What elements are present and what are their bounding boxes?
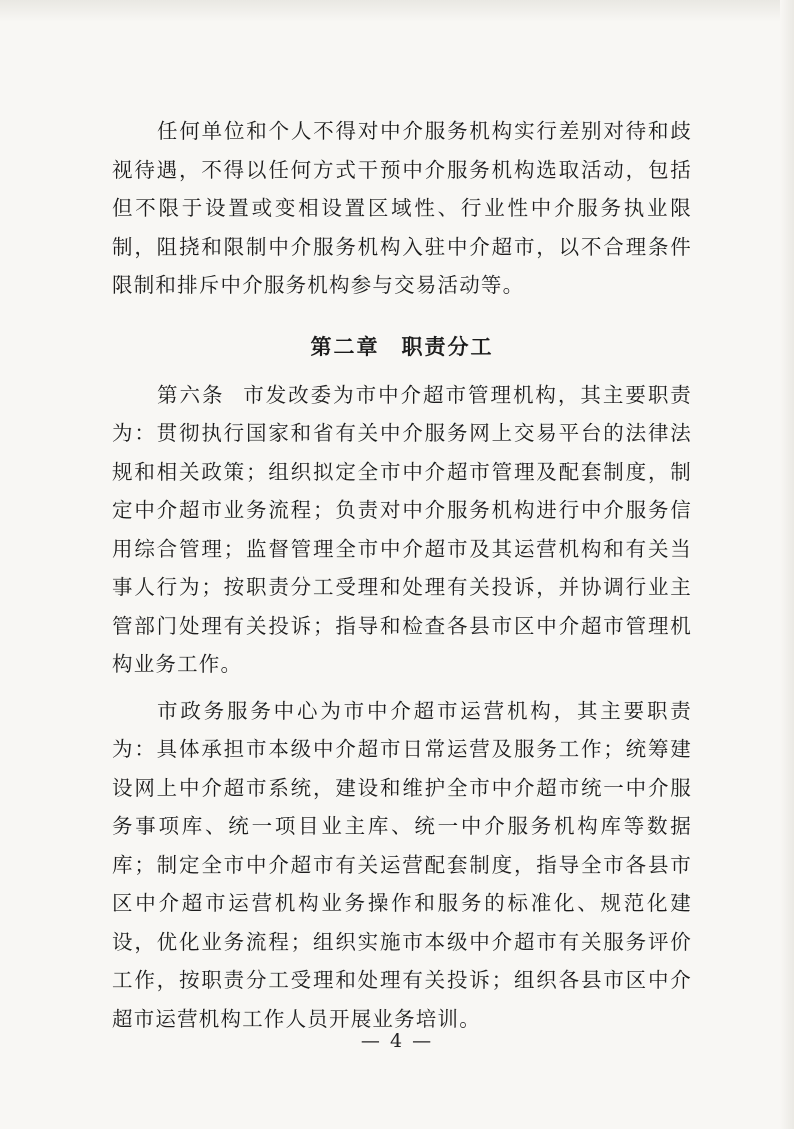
scan-shadow-top — [0, 0, 794, 22]
article-6-text: 市发改委为市中介超市管理机构，其主要职责为：贯彻执行国家和省有关中介服务网上交易平台的法律法规和相关政策；组织拟定全市中介超市管理及配套制度，制定中介超市业务流程；负责对中介服务机构进行中介服务信用综合管理；监督管理全市中介超市及其运营机构和有关当事人行为；按职责分工受理和处理有关投诉，并协调行业主管部门处理有关投诉；指导和检查各县市区中介超市管理机构业务工作。 — [112, 382, 692, 676]
chapter-number: 第二章 — [310, 334, 380, 359]
article-6-paragraph — [112, 376, 692, 684]
paragraph-non-discrimination: 任何单位和个人不得对中介服务机构实行差别对待和歧视待遇，不得以任何方式干预中介服务机构选取活动，包括但不限于设置或变相设置区域性、行业性中介服务执业限制，阻挠和限制中介服务机构入驻中介超市，以不合理条件限制和排斥中介服务机构参与交易活动等。 — [112, 119, 692, 297]
page-number: — 4 — — [360, 1030, 434, 1052]
scan-shadow-right — [780, 0, 794, 1129]
paragraph-operating-agency: 市政务服务中心为市中介超市运营机构，其主要职责为：具体承担市本级中介超市日常运营及服务工作；统筹建设网上中介超市系统，建设和维护全市中介超市统一中介服务事项库、统一项目业主库、统一中介服务机构库等数据库；制定全市中介超市有关运营配套制度，指导全市各县市区中介超市运营机构业务操作和服务的标准化、规范化建设，优化业务流程；组织实施市本级中介超市有关服务评价工作，按职责分工受理和处理有关投诉；组织各县市区中介超市运营机构工作人员开展业务培训。 — [112, 698, 692, 1031]
article-6-label: 第六条 — [157, 382, 225, 407]
chapter-title: 职责分工 — [401, 334, 494, 359]
chapter-heading — [112, 328, 692, 366]
document-body — [112, 112, 692, 1038]
